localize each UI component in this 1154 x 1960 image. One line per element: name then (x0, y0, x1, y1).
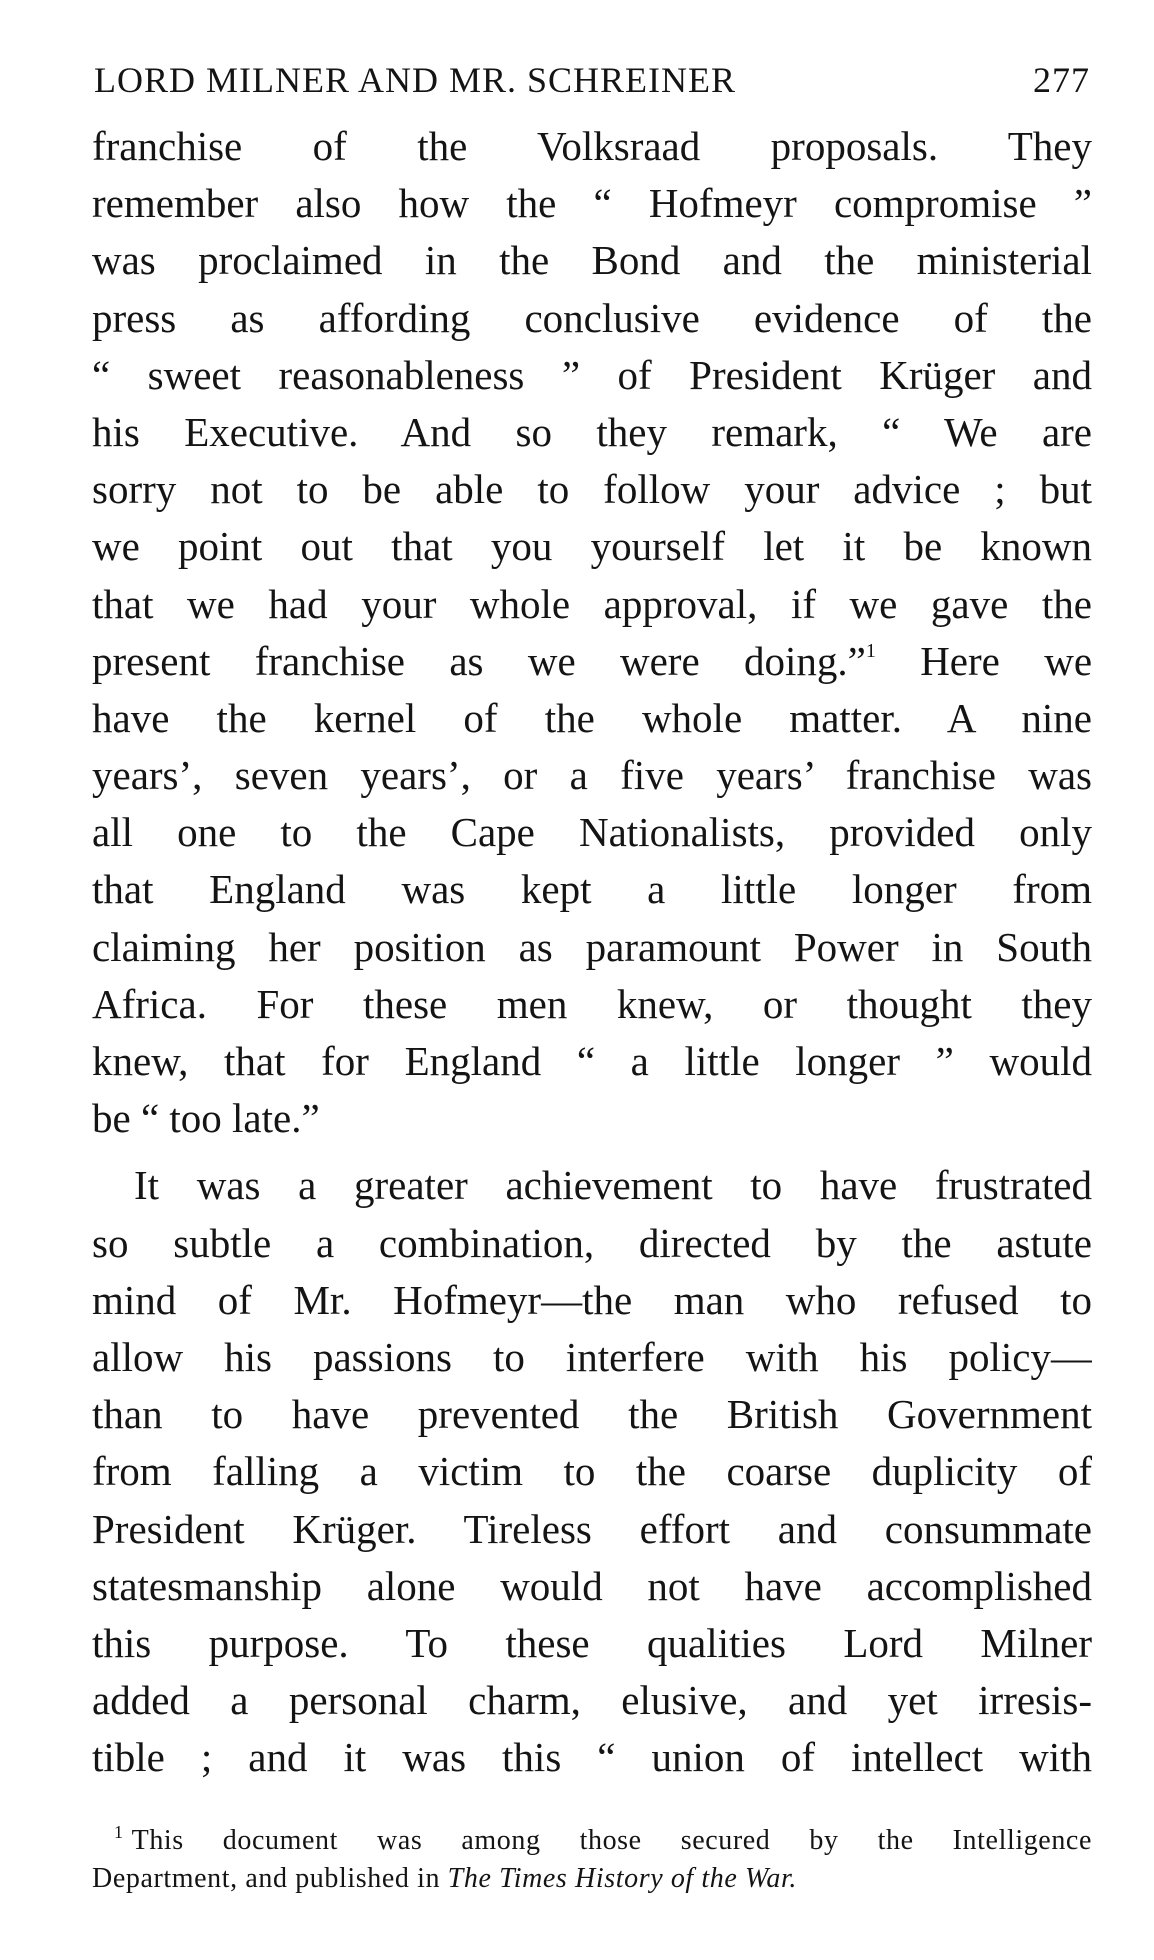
text-line: than to have prevented the British Government (92, 1391, 1092, 1438)
text-line: was proclaimed in the Bond and the ministerial (92, 237, 1092, 284)
text-line: claiming her position as paramount Power in South (92, 923, 1092, 970)
text-line: that England was kept a little longer from (92, 866, 1092, 913)
text-line: press as affording conclusive evidence of the (92, 294, 1092, 341)
text-line: we point out that you yourself let it be known (92, 523, 1092, 570)
text-line: mind of Mr. Hofmeyr—the man who refused to (92, 1276, 1092, 1323)
text-line: tible ; and it was this “ union of intellect with (92, 1734, 1092, 1781)
footnote-source-title: The Times History of the War. (447, 1863, 797, 1894)
footnote-text: Department, and published in (92, 1863, 441, 1894)
text-line: “ sweet reasonableness ” of President Krüger and (92, 351, 1092, 398)
footnote-text: This document was among those secured by the Intelligence (131, 1825, 1092, 1856)
footnote (92, 1822, 1092, 1898)
text-fragment: Here we (920, 637, 1092, 684)
text-fragment: present franchise as we were doing.” (92, 637, 866, 684)
text-line: his Executive. And so they remark, “ We are (92, 408, 1092, 455)
text-line: years’, seven years’, or a five years’ franchise was (92, 752, 1092, 799)
text-line: Africa. For these men knew, or thought they (92, 980, 1092, 1027)
text-line: that we had your whole approval, if we gave the (92, 580, 1092, 627)
text-line: this purpose. To these qualities Lord Milner (92, 1619, 1092, 1666)
text-line: President Krüger. Tireless effort and consummate (92, 1505, 1092, 1552)
page-number: 277 (1033, 60, 1090, 100)
text-line: It was a greater achievement to have frustrated (134, 1162, 1092, 1209)
text-line: knew, that for England “ a little longer ” would (92, 1038, 1092, 1084)
text-line: be “ too late.” (92, 1095, 320, 1142)
text-line: so subtle a combination, directed by the astute (92, 1219, 1092, 1266)
running-head (94, 58, 1090, 102)
paragraph-gap (92, 1147, 1092, 1157)
text-line-with-footnote-ref (92, 633, 1092, 690)
text-line: have the kernel of the whole matter. A nine (92, 694, 1092, 741)
footnote-mark: 1 (114, 1822, 124, 1842)
footnote-reference: 1 (865, 639, 876, 662)
text-line: statesmanship alone would not have accomplished (92, 1562, 1092, 1609)
text-line: franchise of the Volksraad proposals. They (92, 123, 1092, 169)
running-head-title: LORD MILNER AND MR. SCHREINER (94, 60, 737, 100)
footnote-line (92, 1822, 1092, 1860)
text-line: added a personal charm, elusive, and yet irresis- (92, 1677, 1092, 1724)
text-line: remember also how the “ Hofmeyr compromise ” (92, 180, 1092, 227)
text-line: sorry not to be able to follow your advice ; but (92, 466, 1092, 513)
text-line: allow his passions to interfere with his policy— (92, 1333, 1092, 1380)
footnote-line (92, 1860, 1092, 1898)
body-text (92, 118, 1092, 1786)
text-line: from falling a victim to the coarse duplicity of (92, 1448, 1092, 1495)
text-line: all one to the Cape Nationalists, provided only (92, 809, 1092, 856)
